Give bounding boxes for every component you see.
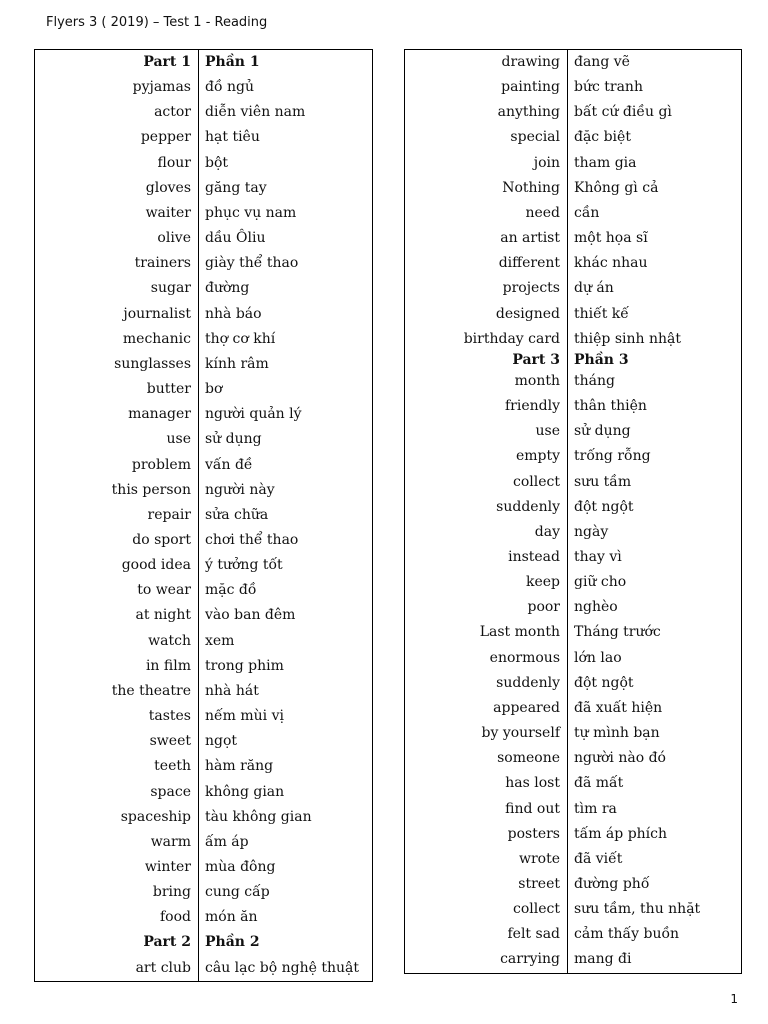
section-heading-row xyxy=(35,930,372,955)
english-word: has lost xyxy=(505,775,560,792)
vocab-row xyxy=(405,201,741,226)
vietnamese-meaning: đường xyxy=(205,280,250,297)
english-word: felt sad xyxy=(507,926,560,943)
vocab-row xyxy=(405,327,741,352)
english-word: do sport xyxy=(132,531,191,548)
english-word: food xyxy=(159,909,191,926)
page-number: 1 xyxy=(730,992,738,1006)
vietnamese-meaning: người nào đó xyxy=(574,750,666,767)
english-word: designed xyxy=(495,305,560,322)
vocab-row xyxy=(35,578,372,603)
english-word: good idea xyxy=(121,557,191,574)
english-word: poor xyxy=(527,599,560,616)
vietnamese-meaning: trống rỗng xyxy=(574,448,651,465)
vocab-row xyxy=(405,226,741,251)
vocab-row xyxy=(35,478,372,503)
vocab-row xyxy=(405,746,741,771)
vocab-row xyxy=(405,872,741,897)
vocab-row xyxy=(405,50,741,75)
vietnamese-meaning: người quản lý xyxy=(205,406,302,423)
english-word: sunglasses xyxy=(114,355,191,372)
english-word: use xyxy=(166,431,191,448)
vietnamese-meaning: sửa chữa xyxy=(205,506,269,523)
english-word: repair xyxy=(147,506,191,523)
english-word: painting xyxy=(501,79,560,96)
english-word: watch xyxy=(148,632,191,649)
vietnamese-meaning: thiệp sinh nhật xyxy=(574,330,681,347)
vietnamese-meaning: đã xuất hiện xyxy=(574,699,663,716)
vietnamese-meaning: đồ ngủ xyxy=(205,79,254,96)
section-heading-en: Part 3 xyxy=(512,351,560,368)
vocab-row xyxy=(405,151,741,176)
english-word: keep xyxy=(525,574,560,591)
vocab-row xyxy=(405,251,741,276)
vietnamese-meaning: đặc biệt xyxy=(574,129,631,146)
vocab-table-left xyxy=(34,49,373,982)
vocab-row xyxy=(405,470,741,495)
vocab-row xyxy=(35,704,372,729)
english-word: tastes xyxy=(148,708,191,725)
vietnamese-meaning: sử dụng xyxy=(205,431,262,448)
vietnamese-meaning: đột ngột xyxy=(574,674,634,691)
english-word: the theatre xyxy=(111,682,191,699)
vietnamese-meaning: không gian xyxy=(205,783,285,800)
column-divider xyxy=(198,50,199,981)
english-word: month xyxy=(514,372,560,389)
vietnamese-meaning: vấn đề xyxy=(205,456,253,473)
vocab-row xyxy=(35,201,372,226)
section-heading-row xyxy=(35,50,372,75)
english-word: wrote xyxy=(518,850,560,867)
vocab-row xyxy=(35,679,372,704)
vocab-row xyxy=(35,377,372,402)
english-word: bring xyxy=(152,884,191,901)
english-word: someone xyxy=(497,750,560,767)
vocab-row xyxy=(405,620,741,645)
english-word: teeth xyxy=(154,758,191,775)
vietnamese-meaning: xem xyxy=(205,632,235,649)
vocab-row xyxy=(35,125,372,150)
vocab-row xyxy=(405,100,741,125)
vocab-row xyxy=(405,897,741,922)
english-word: Last month xyxy=(479,624,560,641)
vietnamese-meaning: thợ cơ khí xyxy=(205,330,276,347)
page-header: Flyers 3 ( 2019) – Test 1 - Reading xyxy=(46,15,268,30)
vocab-row xyxy=(35,830,372,855)
vietnamese-meaning: vào ban đêm xyxy=(205,607,296,624)
english-word: manager xyxy=(128,406,191,423)
vocab-row xyxy=(405,176,741,201)
english-word: need xyxy=(525,204,560,221)
english-word: different xyxy=(498,255,560,272)
english-word: warm xyxy=(150,833,191,850)
english-word: by yourself xyxy=(481,725,560,742)
english-word: carrying xyxy=(500,951,560,968)
vietnamese-meaning: chơi thể thao xyxy=(205,531,299,548)
english-word: pepper xyxy=(140,129,191,146)
english-word: collect xyxy=(513,473,560,490)
vietnamese-meaning: hạt tiêu xyxy=(205,129,260,146)
vietnamese-meaning: câu lạc bộ nghệ thuật xyxy=(205,959,359,976)
vietnamese-meaning: thân thiện xyxy=(574,398,647,415)
vocab-row xyxy=(405,822,741,847)
english-word: to wear xyxy=(137,582,191,599)
vietnamese-meaning: tấm áp phích xyxy=(574,825,668,842)
vocab-row xyxy=(405,276,741,301)
vietnamese-meaning: Không gì cả xyxy=(574,179,659,196)
vietnamese-meaning: mặc đồ xyxy=(205,582,257,599)
vocab-row xyxy=(405,797,741,822)
vietnamese-meaning: tìm ra xyxy=(574,800,617,817)
english-word: trainers xyxy=(134,255,191,272)
vietnamese-meaning: sử dụng xyxy=(574,423,631,440)
english-word: an artist xyxy=(500,230,560,247)
vietnamese-meaning: nếm mùi vị xyxy=(205,708,284,725)
vocab-row xyxy=(405,75,741,100)
vietnamese-meaning: đường phố xyxy=(574,876,650,892)
vocab-row xyxy=(35,654,372,679)
vocab-row xyxy=(35,176,372,201)
vocab-row xyxy=(35,754,372,779)
vocab-rows-left xyxy=(35,50,372,981)
vietnamese-meaning: đã viết xyxy=(574,850,623,867)
english-word: pyjamas xyxy=(132,79,191,96)
vocab-row xyxy=(405,696,741,721)
english-word: at night xyxy=(135,607,191,624)
vietnamese-meaning: thay vì xyxy=(574,548,622,565)
vocab-row xyxy=(35,855,372,880)
vietnamese-meaning: tham gia xyxy=(574,154,637,171)
english-word: enormous xyxy=(489,649,560,666)
section-heading-vi: Phần 3 xyxy=(574,351,629,368)
vietnamese-meaning: kính râm xyxy=(205,355,269,372)
vocab-row xyxy=(35,75,372,100)
vietnamese-meaning: cung cấp xyxy=(205,884,270,901)
english-word: in film xyxy=(145,657,191,674)
english-word: waiter xyxy=(145,204,191,221)
vocab-row xyxy=(35,327,372,352)
vietnamese-meaning: giày thể thao xyxy=(205,255,299,272)
vietnamese-meaning: phục vụ nam xyxy=(205,204,297,221)
vocab-row xyxy=(405,847,741,872)
vocab-row xyxy=(35,603,372,628)
vietnamese-meaning: bất cứ điều gì xyxy=(574,104,672,121)
vietnamese-meaning: đang vẽ xyxy=(574,54,630,70)
vocab-row xyxy=(35,402,372,427)
english-word: winter xyxy=(144,859,191,875)
vocab-row xyxy=(405,545,741,570)
vietnamese-meaning: nhà hát xyxy=(205,682,259,699)
vietnamese-meaning: khác nhau xyxy=(574,255,648,272)
vietnamese-meaning: mang đi xyxy=(574,951,632,968)
vocab-row xyxy=(405,570,741,595)
vietnamese-meaning: đột ngột xyxy=(574,498,634,515)
vocab-row xyxy=(405,520,741,545)
vocab-row xyxy=(35,905,372,930)
vocab-row xyxy=(405,947,741,972)
vocab-row xyxy=(35,553,372,578)
vietnamese-meaning: thiết kế xyxy=(574,305,629,322)
vietnamese-meaning: tàu không gian xyxy=(205,808,312,825)
english-word: empty xyxy=(515,448,560,465)
vietnamese-meaning: diễn viên nam xyxy=(205,104,306,121)
english-word: Nothing xyxy=(502,179,560,196)
section-heading-vi: Phần 1 xyxy=(205,54,260,70)
vietnamese-meaning: bức tranh xyxy=(574,79,643,96)
vocab-row xyxy=(35,251,372,276)
vietnamese-meaning: sưu tầm, thu nhặt xyxy=(574,901,701,918)
vocab-row xyxy=(405,125,741,150)
vocab-row xyxy=(405,369,741,394)
vocab-row xyxy=(405,444,741,469)
english-word: join xyxy=(533,154,560,171)
vietnamese-meaning: bột xyxy=(205,154,229,171)
vietnamese-meaning: giữ cho xyxy=(574,574,627,591)
vietnamese-meaning: món ăn xyxy=(205,909,258,926)
vocab-row xyxy=(35,880,372,905)
vietnamese-meaning: cảm thấy buồn xyxy=(574,926,680,943)
vietnamese-meaning: ngày xyxy=(574,523,609,540)
english-word: mechanic xyxy=(122,330,191,347)
vietnamese-meaning: nhà báo xyxy=(205,305,262,322)
english-word: actor xyxy=(154,104,191,121)
english-word: butter xyxy=(146,381,191,398)
english-word: use xyxy=(535,423,560,440)
english-word: friendly xyxy=(504,398,560,415)
vocab-row xyxy=(405,671,741,696)
english-word: drawing xyxy=(501,54,560,70)
vietnamese-meaning: dầu Ôliu xyxy=(205,230,266,247)
vietnamese-meaning: trong phim xyxy=(205,657,284,674)
vietnamese-meaning: mùa đông xyxy=(205,859,276,875)
english-word: suddenly xyxy=(496,674,560,691)
vocab-row xyxy=(35,956,372,981)
vocab-row xyxy=(405,771,741,796)
vietnamese-meaning: đã mất xyxy=(574,775,624,792)
english-word: this person xyxy=(111,481,191,498)
english-word: find out xyxy=(505,800,560,817)
section-heading-en: Part 2 xyxy=(143,934,191,951)
vocab-row xyxy=(35,352,372,377)
vietnamese-meaning: nghèo xyxy=(574,599,618,616)
english-word: gloves xyxy=(145,179,191,196)
vietnamese-meaning: dự án xyxy=(574,280,614,297)
vietnamese-meaning: tự mình bạn xyxy=(574,725,660,742)
vocab-row xyxy=(35,729,372,754)
vietnamese-meaning: ngọt xyxy=(205,733,238,750)
english-word: problem xyxy=(131,456,191,473)
english-word: special xyxy=(510,129,560,146)
vocab-row xyxy=(405,394,741,419)
english-word: flour xyxy=(157,154,191,171)
vocab-row xyxy=(35,100,372,125)
section-heading-row xyxy=(405,352,741,369)
vietnamese-meaning: tháng xyxy=(574,372,615,389)
english-word: spaceship xyxy=(120,808,191,825)
column-divider xyxy=(567,50,568,973)
vocab-row xyxy=(405,595,741,620)
vietnamese-meaning: ấm áp xyxy=(205,833,249,850)
vietnamese-meaning: một họa sĩ xyxy=(574,230,648,247)
section-heading-vi: Phần 2 xyxy=(205,934,260,951)
english-word: birthday card xyxy=(463,330,560,347)
english-word: sugar xyxy=(150,280,191,297)
english-word: space xyxy=(150,783,191,800)
vocab-row xyxy=(35,453,372,478)
vocab-row xyxy=(35,805,372,830)
english-word: instead xyxy=(508,548,560,565)
vocab-row xyxy=(35,151,372,176)
section-heading-en: Part 1 xyxy=(143,54,191,70)
vocab-row xyxy=(405,721,741,746)
vietnamese-meaning: lớn lao xyxy=(574,649,622,666)
english-word: posters xyxy=(507,825,560,842)
vocab-row xyxy=(35,629,372,654)
english-word: suddenly xyxy=(496,498,560,515)
vietnamese-meaning: hàm răng xyxy=(205,758,274,775)
english-word: olive xyxy=(157,230,191,247)
vietnamese-meaning: sưu tầm xyxy=(574,473,632,490)
vocab-row xyxy=(35,276,372,301)
english-word: anything xyxy=(497,104,560,121)
vocab-table-right xyxy=(404,49,742,974)
vocab-row xyxy=(35,528,372,553)
vocab-row xyxy=(35,302,372,327)
vocab-row xyxy=(405,419,741,444)
vocab-row xyxy=(405,302,741,327)
vocab-row xyxy=(405,922,741,947)
vocab-row xyxy=(35,780,372,805)
vocab-row xyxy=(35,427,372,452)
english-word: collect xyxy=(513,901,560,918)
english-word: projects xyxy=(502,280,560,297)
vietnamese-meaning: cần xyxy=(574,204,600,221)
english-word: journalist xyxy=(123,305,191,322)
vietnamese-meaning: găng tay xyxy=(205,179,267,196)
english-word: day xyxy=(534,523,560,540)
vietnamese-meaning: người này xyxy=(205,481,275,498)
vocab-row xyxy=(35,503,372,528)
english-word: art club xyxy=(135,959,191,976)
vocab-row xyxy=(405,646,741,671)
vocab-rows-right xyxy=(405,50,741,973)
vietnamese-meaning: bơ xyxy=(205,381,223,398)
vocab-row xyxy=(35,226,372,251)
english-word: street xyxy=(518,876,560,892)
vietnamese-meaning: ý tưởng tốt xyxy=(205,557,283,574)
vocab-row xyxy=(405,495,741,520)
english-word: appeared xyxy=(493,699,560,716)
english-word: sweet xyxy=(149,733,191,750)
vietnamese-meaning: Tháng trước xyxy=(574,624,661,641)
